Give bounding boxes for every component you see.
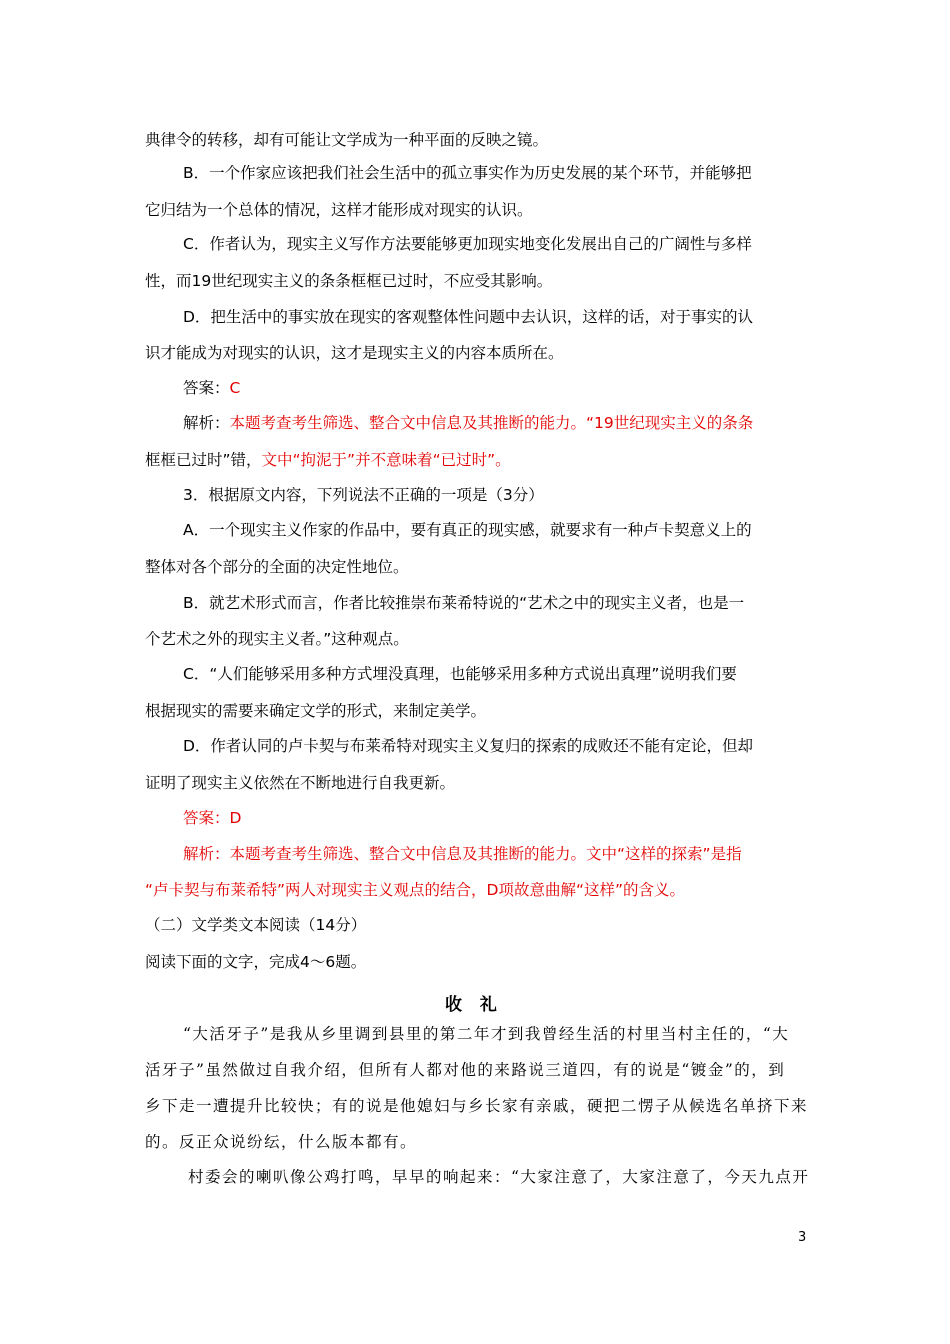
option-c-line: C．作者认为，现实主义写作方法要能够更加现实地变化发展出自己的广阔性与多样	[183, 235, 752, 253]
analysis-1-text: 本题考查考生筛选、整合文中信息及其推断的能力。“19世纪现实主义的条条	[229, 414, 754, 432]
text-line: 个艺术之外的现实主义者。”这种观点。	[145, 630, 409, 648]
story-title: 收 礼	[445, 995, 503, 1015]
story-line: 的。反正众说纷纭，什么版本都有。	[145, 1133, 418, 1151]
story-line: 活牙子”虽然做过自我介绍，但所有人都对他的来路说三道四，有的说是“镀金”的，到	[145, 1061, 786, 1079]
option-d-line: D．把生活中的事实放在现实的客观整体性问题中去认识，这样的话，对于事实的认	[183, 308, 753, 326]
question-3: 3．根据原文内容，下列说法不正确的一项是（3分）	[183, 486, 544, 504]
text-line: 它归结为一个总体的情况，这样才能形成对现实的认识。	[145, 201, 533, 219]
text-line: 根据现实的需要来确定文学的形式，来制定美学。	[145, 702, 487, 720]
story-line: 乡下走一遭提升比较快；有的说是他媳妇与乡长家有亲戚，硬把二愣子从候选名单挤下来	[145, 1097, 809, 1115]
story-line: “大活牙子”是我从乡里调到县里的第二年才到我曾经生活的村里当村主任的，“大	[183, 1025, 790, 1043]
analysis-1-line	[183, 413, 753, 433]
page-number: 3	[798, 1230, 807, 1245]
text-line: 识才能成为对现实的认识，这才是现实主义的内容本质所在。	[145, 344, 564, 362]
answer-1-value: C	[229, 379, 241, 397]
option-d-line: D．作者认同的卢卡契与布莱希特对现实主义复归的探索的成败还不能有定论，但却	[183, 737, 753, 755]
analysis-1-line	[145, 450, 511, 470]
option-a-line: A．一个现实主义作家的作品中，要有真正的现实感，就要求有一种卢卡契意义上的	[183, 521, 752, 539]
analysis-2-line: 解析：本题考查考生筛选、整合文中信息及其推断的能力。文中“这样的探索”是指	[183, 845, 742, 863]
analysis-1-text: 框框已过时”错，	[145, 451, 262, 469]
text-line: 性，而19世纪现实主义的条条框框已过时，不应受其影响。	[145, 272, 553, 290]
answer-1	[183, 378, 240, 398]
text-line: 典律令的转移，却有可能让文学成为一种平面的反映之镜。	[145, 131, 549, 149]
instruction-line: 阅读下面的文字，完成4～6题。	[145, 953, 367, 971]
option-b-line: B．一个作家应该把我们社会生活中的孤立事实作为历史发展的某个环节，并能够把	[183, 164, 752, 182]
option-c-line: C．“人们能够采用多种方式埋没真理，也能够采用多种方式说出真理”说明我们要	[183, 665, 737, 683]
option-b-line: B．就艺术形式而言，作者比较推崇布莱希特说的“艺术之中的现实主义者，也是一	[183, 594, 745, 612]
analysis-1-text: 文中“拘泥于”并不意味着“已过时”。	[261, 451, 511, 469]
section-heading: （二）文学类文本阅读（14分）	[145, 916, 367, 934]
analysis-1-label: 解析：	[183, 414, 230, 432]
analysis-2-line: “卢卡契与布莱希特”两人对现实主义观点的结合，D项故意曲解“这样”的含义。	[145, 881, 686, 899]
answer-1-label: 答案：	[183, 379, 230, 397]
text-line: 整体对各个部分的全面的决定性地位。	[145, 558, 409, 576]
text-line: 证明了现实主义依然在不断地进行自我更新。	[145, 774, 456, 792]
answer-2: 答案：D	[183, 809, 242, 827]
story-line: 村委会的喇叭像公鸡打鸣，早早的响起来：“大家注意了，大家注意了，今天九点开	[188, 1168, 810, 1186]
